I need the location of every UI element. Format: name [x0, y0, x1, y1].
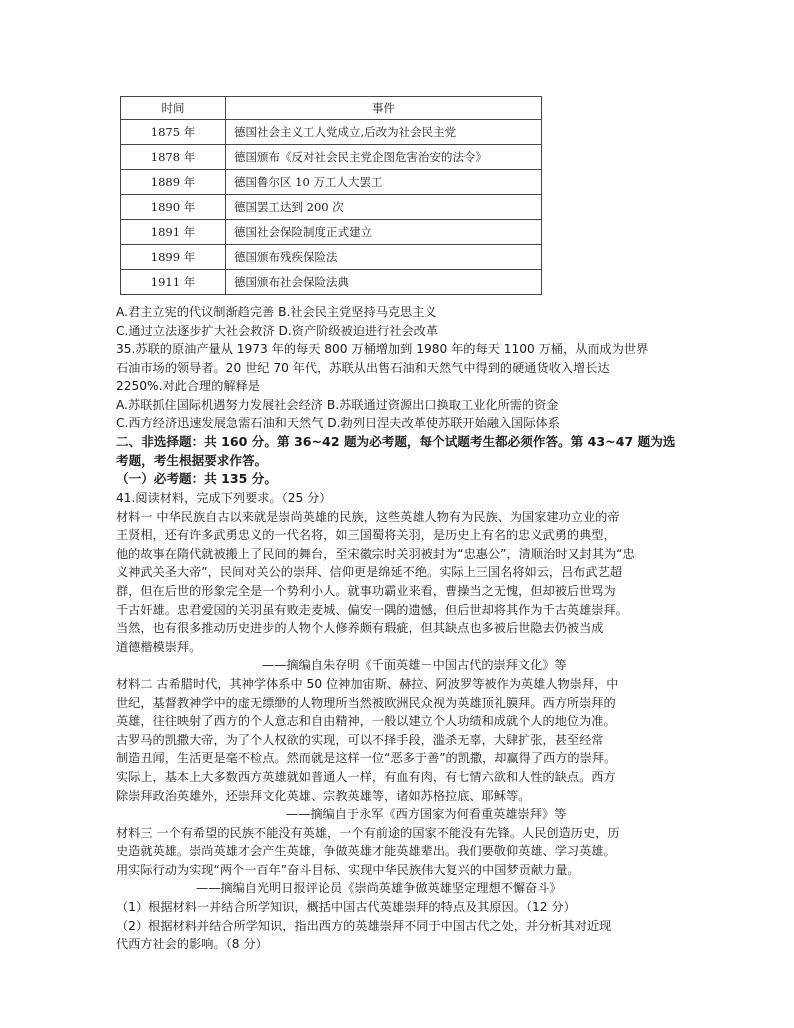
row-year: 1889 年 [121, 170, 226, 195]
material-two-line: 材料二 古希腊时代，其神学体系中 50 位神加宙斯、赫拉、阿波罗等被作为英雄人物崇拜，中 [116, 676, 619, 691]
material-one-line: 千古奸雄。忠君爱国的关羽虽有败走麦城、偏安一隅的遗憾，但后世却将其作为千古英雄崇拜。 [116, 602, 628, 617]
material-two-line: 除崇拜政治英雄外，还崇拜文化英雄、宗教英雄等，诸如苏格拉底、耶稣等。 [116, 788, 531, 803]
row-event: 德国颁布社会保险法典 [226, 270, 542, 295]
header-time: 时间 [121, 97, 226, 120]
section-heading-line-1: 二、非选择题：共 160 分。第 36~42 题为必考题，每个试题考生都必须作答。第 43~47 题为选 [116, 434, 676, 449]
question-35-stem-1: 35.苏联的原油产量从 1973 年的每天 800 万桶增加到 1980 年的每天 1100 万桶，从而成为世界 [116, 342, 649, 356]
events-table [120, 96, 542, 295]
option-line-ab: A.苏联抓住国际机遇努力发展社会经济 B.苏联通过资源出口换取工业化所需的资金 [116, 397, 559, 412]
row-event: 德国颁布《反对社会民主党企图危害治安的法令》 [226, 145, 542, 170]
question-41 [116, 489, 696, 954]
sub-question-2-line-2: 代西方社会的影响。（8 分） [116, 937, 268, 952]
table-row [121, 120, 542, 145]
table-row [121, 195, 542, 220]
material-one-line: 材料一 中华民族自古以来就是崇尚英雄的民族，这些英雄人物有为民族、为国家建功立业的帝 [116, 509, 620, 524]
row-year: 1899 年 [121, 245, 226, 270]
material-one-line: 道德楷模崇拜。 [116, 639, 202, 654]
material-two-line: 实际上，基本上大多数西方英雄就如普通人一样，有血有肉，有七情六欲和人性的缺点。西方 [116, 769, 616, 784]
material-one-line: 群，但在后世的形象完全是一个势利小人。就事功霸业来看，曹操当之无愧，但却被后世骂为 [116, 583, 616, 598]
material-two-line: 古罗马的凯撒大帝，为了个人权欲的实现，可以不择手段，滥杀无辜，大肆扩张，甚至经常 [116, 732, 604, 747]
material-one-source: ——摘编自朱存明《千面英雄－中国古代的崇拜文化》等 [262, 658, 567, 673]
material-one-line: 王贤相，还有许多武勇忠义的一代名将，如三国蜀将关羽，是历史上有名的忠义武勇的典型， [116, 528, 616, 543]
sub-question-2-line-1: （2）根据材料并结合所学知识，指出西方的英雄崇拜不同于中国古代之处，并分析其对近现 [116, 918, 612, 933]
row-event: 德国社会保险制度正式建立 [226, 220, 542, 245]
material-three-line: 史造就英雄。崇尚英雄才会产生英雄，争做英雄才能英雄辈出。我们要敬仰英雄、学习英雄。 [116, 844, 616, 859]
question-41-instruction: 41.阅读材料，完成下列要求。（25 分） [116, 491, 332, 505]
material-three-line: 材料三 一个有希望的民族不能没有英雄，一个有前途的国家不能没有先锋。人民创造历史，历 [116, 825, 620, 840]
section-heading-line-2: 考题，考生根据要求作答。 [116, 452, 268, 468]
table-row [121, 170, 542, 195]
table-row [121, 145, 542, 170]
table-row [121, 270, 542, 295]
table-row [121, 245, 542, 270]
material-three-line: 用实际行动为实现“两个一百年”奋斗目标、实现中华民族伟大复兴的中国梦贡献力量。 [116, 862, 580, 877]
question-34-options [116, 303, 696, 340]
header-event: 事件 [226, 97, 542, 120]
table-row [121, 220, 542, 245]
material-two-source: ——摘编自于永军《西方国家为何看重英雄崇拜》等 [286, 807, 567, 822]
table-header-row [121, 97, 542, 120]
option-line-cd: C.西方经济迅速发展急需石油和天然气 D.勃列日涅夫改革使苏联开始融入国际体系 [116, 416, 560, 431]
required-questions-heading: （一）必考题：共 135 分。 [116, 471, 277, 487]
row-event: 德国罢工达到 200 次 [226, 195, 542, 220]
question-35 [116, 340, 696, 433]
row-year: 1875 年 [121, 120, 226, 145]
material-one-line: 义神武关圣大帝”，民间对关公的崇拜、信仰更是绵延不绝。实际上三国名将如云，吕布武艺超 [116, 565, 623, 580]
row-event: 德国鲁尔区 10 万工人大罢工 [226, 170, 542, 195]
row-year: 1911 年 [121, 270, 226, 295]
row-event: 德国颁布残疾保险法 [226, 245, 542, 270]
question-35-stem-2: 石油市场的领导者。20 世纪 70 年代，苏联从出售石油和天然气中得到的硬通货收入增长达 [116, 360, 610, 375]
row-year: 1890 年 [121, 195, 226, 220]
material-three-source: ——摘编自光明日报评论员《崇尚英雄争做英雄坚定理想不懈奋斗》 [196, 881, 562, 896]
row-year: 1878 年 [121, 145, 226, 170]
material-two-line: 制造丑闻，生活更是毫不检点。然而就是这样一位“恶多于善”的凯撒，却赢得了西方的崇拜。 [116, 751, 617, 766]
material-two-line: 世纪，基督教神学中的虚无缥缈的人物理所当然被欧洲民众视为英雄顶礼膜拜。西方所崇拜的 [116, 695, 616, 710]
option-line-ab: A.君主立宪的代议制渐趋完善 B.社会民主党坚持马克思主义 [116, 305, 437, 319]
option-line-cd: C.通过立法逐步扩大社会救济 D.资产阶级被迫进行社会改革 [116, 323, 439, 338]
material-one-line: 当然，也有很多推动历史进步的人物个人修养颇有瑕疵，但其缺点也多被后世隐去仍被当成 [116, 621, 604, 636]
row-year: 1891 年 [121, 220, 226, 245]
material-one-line: 他的故事在隋代就被搬上了民间的舞台，至宋徽宗时关羽被封为“忠惠公”，清顺治时又封其为“忠 [116, 546, 635, 561]
section-two-heading [116, 433, 696, 489]
material-two-line: 英雄，往往映射了西方的个人意志和自由精神，一般以建立个人功绩和成就个人的地位为准。 [116, 714, 616, 729]
sub-question-1: （1）根据材料一并结合所学知识，概括中国古代英雄崇拜的特点及其原因。（12 分） [116, 900, 576, 915]
question-35-stem-3: 2250%.对此合理的解释是 [116, 379, 260, 394]
row-event: 德国社会主义工人党成立,后改为社会民主党 [226, 120, 542, 145]
